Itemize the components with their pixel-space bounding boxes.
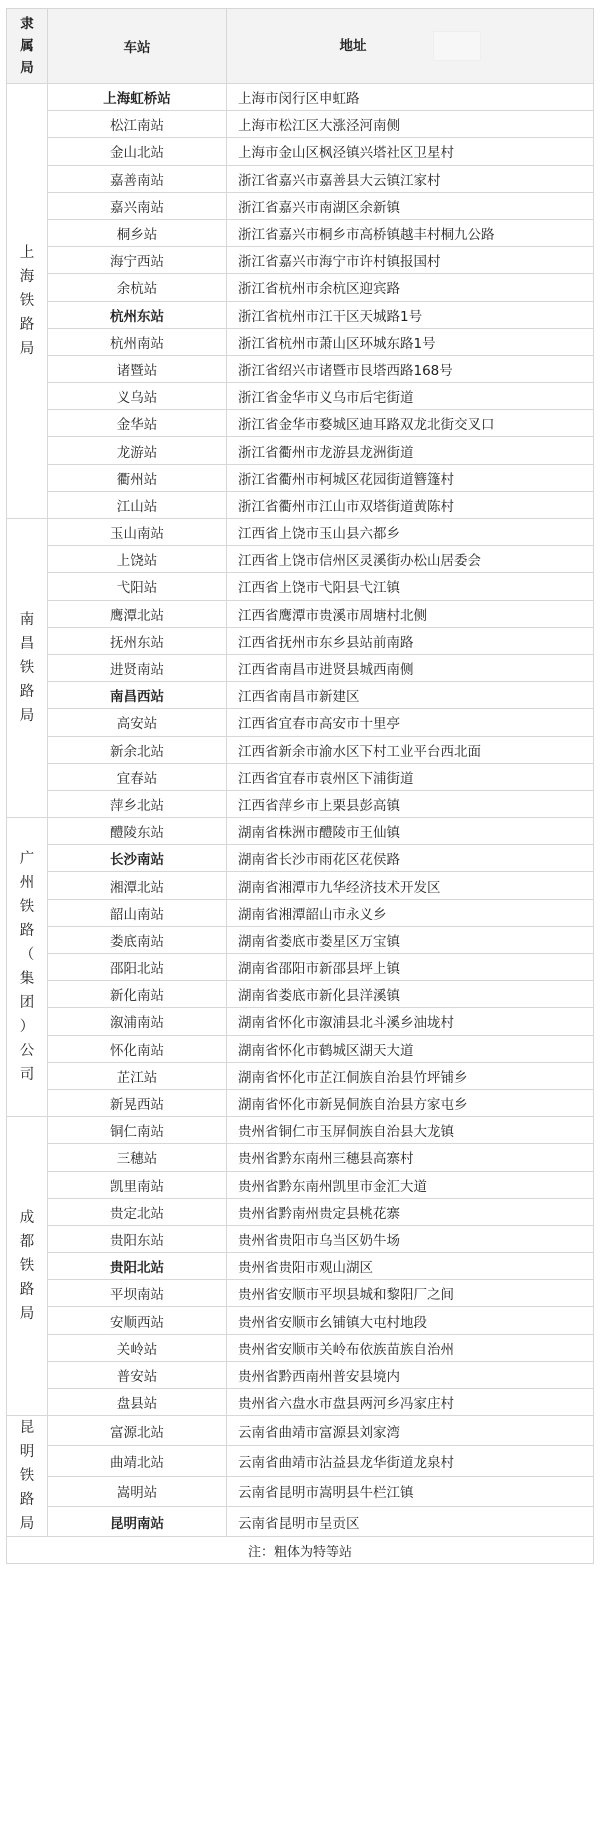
- vertical-char: 州: [19, 875, 35, 892]
- address-cell: 湖南省株洲市醴陵市王仙镇: [227, 818, 594, 845]
- station-cell: 杭州东站: [48, 301, 227, 328]
- address-cell: 浙江省衢州市江山市双塔街道黄陈村: [227, 491, 594, 518]
- station-cell: 醴陵东站: [48, 818, 227, 845]
- table-row: [7, 111, 594, 138]
- header-blank-box: [433, 31, 481, 61]
- station-cell: 上海虹桥站: [48, 84, 227, 111]
- bureau-cell: [7, 519, 48, 818]
- address-cell: 贵州省安顺市平坝县城和黎阳厂之间: [227, 1280, 594, 1307]
- vertical-char: 属: [20, 38, 34, 54]
- table-row: [7, 1062, 594, 1089]
- table-row: [7, 274, 594, 301]
- table-row: [7, 954, 594, 981]
- table-row: [7, 981, 594, 1008]
- station-cell: 盘县站: [48, 1389, 227, 1416]
- address-cell: 江西省萍乡市上栗县彭高镇: [227, 790, 594, 817]
- table-row: [7, 926, 594, 953]
- bureau-cell: [7, 84, 48, 519]
- station-cell: 诸暨站: [48, 355, 227, 382]
- station-cell: 上饶站: [48, 546, 227, 573]
- station-cell: 湘潭北站: [48, 872, 227, 899]
- address-cell: 湖南省怀化市芷江侗族自治县竹坪铺乡: [227, 1062, 594, 1089]
- station-cell: 韶山南站: [48, 899, 227, 926]
- table-row: [7, 546, 594, 573]
- address-cell: 贵州省安顺市关岭布依族苗族自治州: [227, 1334, 594, 1361]
- station-cell: 抚州东站: [48, 627, 227, 654]
- header-bureau: [7, 9, 48, 84]
- table-row: [7, 138, 594, 165]
- station-cell: 江山站: [48, 491, 227, 518]
- address-cell: 江西省上饶市弋阳县弋江镇: [227, 573, 594, 600]
- station-cell: 义乌站: [48, 383, 227, 410]
- station-cell: 余杭站: [48, 274, 227, 301]
- station-cell: 新化南站: [48, 981, 227, 1008]
- address-cell: 浙江省嘉兴市嘉善县大云镇江家村: [227, 165, 594, 192]
- station-cell: 嘉兴南站: [48, 192, 227, 219]
- station-cell: 进贤南站: [48, 654, 227, 681]
- table-row: [7, 355, 594, 382]
- table-row: [7, 519, 594, 546]
- table-row: [7, 219, 594, 246]
- station-cell: 凯里南站: [48, 1171, 227, 1198]
- address-cell: 湖南省长沙市雨花区花侯路: [227, 845, 594, 872]
- address-cell: 贵州省贵阳市观山湖区: [227, 1253, 594, 1280]
- table-row: [7, 872, 594, 899]
- header-row: [7, 9, 594, 84]
- address-cell: 湖南省娄底市娄星区万宝镇: [227, 926, 594, 953]
- station-cell: 龙游站: [48, 437, 227, 464]
- station-cell: 三穗站: [48, 1144, 227, 1171]
- station-cell: 安顺西站: [48, 1307, 227, 1334]
- address-cell: 云南省昆明市呈贡区: [227, 1506, 594, 1536]
- vertical-char: 局: [19, 708, 35, 725]
- bureau-cell: [7, 818, 48, 1117]
- address-cell: 江西省南昌市新建区: [227, 682, 594, 709]
- address-cell: 湖南省湘潭市九华经济技术开发区: [227, 872, 594, 899]
- table-row: [7, 1446, 594, 1476]
- table-row: [7, 627, 594, 654]
- address-cell: 贵州省贵阳市乌当区奶牛场: [227, 1225, 594, 1252]
- address-cell: 浙江省杭州市萧山区环城东路1号: [227, 328, 594, 355]
- table-row: [7, 1008, 594, 1035]
- header-bureau-text: [7, 13, 47, 79]
- address-cell: 云南省曲靖市沾益县龙华街道龙泉村: [227, 1446, 594, 1476]
- station-cell: 弋阳站: [48, 573, 227, 600]
- table-row: [7, 1089, 594, 1116]
- vertical-char: （: [19, 947, 35, 964]
- station-cell: 平坝南站: [48, 1280, 227, 1307]
- address-cell: 江西省南昌市进贤县城西南侧: [227, 654, 594, 681]
- vertical-char: 南: [19, 612, 35, 629]
- vertical-char: 隶: [20, 16, 34, 32]
- address-cell: 贵州省六盘水市盘县两河乡冯家庄村: [227, 1389, 594, 1416]
- vertical-char: 团: [19, 995, 35, 1012]
- table-row: [7, 1361, 594, 1388]
- bureau-name: [7, 1206, 47, 1326]
- vertical-char: ）: [19, 1019, 35, 1036]
- station-cell: 长沙南站: [48, 845, 227, 872]
- address-cell: 湖南省邵阳市新邵县坪上镇: [227, 954, 594, 981]
- address-cell: 贵州省黔东南州凯里市金汇大道: [227, 1171, 594, 1198]
- address-cell: 湖南省怀化市溆浦县北斗溪乡油垅村: [227, 1008, 594, 1035]
- table-row: [7, 1144, 594, 1171]
- table-row: [7, 192, 594, 219]
- vertical-char: 局: [20, 60, 34, 76]
- address-cell: 上海市松江区大涨泾河南侧: [227, 111, 594, 138]
- table-row: [7, 736, 594, 763]
- vertical-char: 成: [19, 1210, 35, 1227]
- table-row: [7, 899, 594, 926]
- table-header: [7, 9, 594, 84]
- vertical-char: 公: [19, 1043, 35, 1060]
- table-row: [7, 1307, 594, 1334]
- table-row: [7, 437, 594, 464]
- address-cell: 湖南省怀化市鹤城区湖天大道: [227, 1035, 594, 1062]
- vertical-char: 路: [19, 923, 35, 940]
- table-row: [7, 682, 594, 709]
- table-row: [7, 790, 594, 817]
- table-row: [7, 84, 594, 111]
- table-row: [7, 1171, 594, 1198]
- station-cell: 南昌西站: [48, 682, 227, 709]
- station-cell: 金华站: [48, 410, 227, 437]
- station-cell: 宜春站: [48, 763, 227, 790]
- address-cell: 江西省宜春市高安市十里亭: [227, 709, 594, 736]
- station-cell: 新余北站: [48, 736, 227, 763]
- station-cell: 鹰潭北站: [48, 600, 227, 627]
- bureau-name: [7, 847, 47, 1087]
- header-address-text: 地址: [339, 38, 367, 54]
- table-row: [7, 301, 594, 328]
- vertical-char: 昆: [19, 1420, 35, 1437]
- address-cell: 江西省新余市渝水区下村工业平台西北面: [227, 736, 594, 763]
- vertical-char: 昌: [19, 636, 35, 653]
- vertical-char: 铁: [19, 1258, 35, 1275]
- vertical-char: 路: [19, 684, 35, 701]
- address-cell: 浙江省绍兴市诸暨市艮塔西路168号: [227, 355, 594, 382]
- table-row: [7, 1389, 594, 1416]
- station-cell: 富源北站: [48, 1416, 227, 1446]
- address-cell: 上海市闵行区申虹路: [227, 84, 594, 111]
- station-cell: 昆明南站: [48, 1506, 227, 1536]
- station-cell: 贵阳北站: [48, 1253, 227, 1280]
- table-row: [7, 573, 594, 600]
- station-cell: 娄底南站: [48, 926, 227, 953]
- table-row: [7, 383, 594, 410]
- address-cell: 云南省昆明市嵩明县牛栏江镇: [227, 1476, 594, 1506]
- station-cell: 贵阳东站: [48, 1225, 227, 1252]
- station-cell: 曲靖北站: [48, 1446, 227, 1476]
- station-cell: 贵定北站: [48, 1198, 227, 1225]
- bureau-cell: [7, 1117, 48, 1416]
- vertical-char: 铁: [19, 1468, 35, 1485]
- station-cell: 衢州站: [48, 464, 227, 491]
- address-cell: 江西省上饶市信州区灵溪街办松山居委会: [227, 546, 594, 573]
- header-address: [227, 9, 594, 84]
- table-row: [7, 491, 594, 518]
- table-row: [7, 247, 594, 274]
- station-cell: 芷江站: [48, 1062, 227, 1089]
- vertical-char: 局: [19, 1306, 35, 1323]
- address-cell: 浙江省杭州市余杭区迎宾路: [227, 274, 594, 301]
- station-cell: 金山北站: [48, 138, 227, 165]
- header-station: 车站: [48, 9, 227, 84]
- address-cell: 贵州省安顺市幺铺镇大屯村地段: [227, 1307, 594, 1334]
- station-cell: 玉山南站: [48, 519, 227, 546]
- table-row: [7, 165, 594, 192]
- vertical-char: 路: [19, 317, 35, 333]
- address-cell: 贵州省黔东南州三穗县高寨村: [227, 1144, 594, 1171]
- vertical-char: 明: [19, 1444, 35, 1461]
- address-cell: 贵州省黔西南州普安县境内: [227, 1361, 594, 1388]
- table-row: [7, 1035, 594, 1062]
- station-cell: 关岭站: [48, 1334, 227, 1361]
- address-cell: 贵州省黔南州贵定县桃花寨: [227, 1198, 594, 1225]
- address-cell: 浙江省金华市婺城区迪耳路双龙北街交叉口: [227, 410, 594, 437]
- station-cell: 杭州南站: [48, 328, 227, 355]
- table-row: [7, 1476, 594, 1506]
- vertical-char: 司: [19, 1067, 35, 1084]
- address-cell: 浙江省嘉兴市南湖区余新镇: [227, 192, 594, 219]
- table-row: [7, 1117, 594, 1144]
- table-row: [7, 328, 594, 355]
- table-row: [7, 1225, 594, 1252]
- address-cell: 浙江省嘉兴市桐乡市高桥镇越丰村桐九公路: [227, 219, 594, 246]
- table-row: [7, 410, 594, 437]
- vertical-char: 局: [19, 341, 35, 357]
- table-row: [7, 654, 594, 681]
- bureau-cell: [7, 1416, 48, 1537]
- address-cell: 贵州省铜仁市玉屏侗族自治县大龙镇: [227, 1117, 594, 1144]
- bureau-name: [7, 241, 47, 361]
- address-cell: 湖南省怀化市新晃侗族自治县方家屯乡: [227, 1089, 594, 1116]
- note-row: [7, 1537, 594, 1564]
- table-row: [7, 845, 594, 872]
- station-cell: 萍乡北站: [48, 790, 227, 817]
- station-cell: 高安站: [48, 709, 227, 736]
- address-cell: 湖南省娄底市新化县洋溪镇: [227, 981, 594, 1008]
- vertical-char: 海: [19, 269, 35, 285]
- address-cell: 浙江省嘉兴市海宁市许村镇报国村: [227, 247, 594, 274]
- station-cell: 嵩明站: [48, 1476, 227, 1506]
- table-row: [7, 709, 594, 736]
- station-cell: 新晃西站: [48, 1089, 227, 1116]
- address-cell: 浙江省杭州市江干区天城路1号: [227, 301, 594, 328]
- station-cell: 邵阳北站: [48, 954, 227, 981]
- address-cell: 上海市金山区枫泾镇兴塔社区卫星村: [227, 138, 594, 165]
- table-row: [7, 1334, 594, 1361]
- address-cell: 湖南省湘潭韶山市永义乡: [227, 899, 594, 926]
- footnote: 注：粗体为特等站: [7, 1537, 594, 1564]
- station-cell: 普安站: [48, 1361, 227, 1388]
- table-row: [7, 818, 594, 845]
- vertical-char: 铁: [19, 899, 35, 916]
- station-cell: 桐乡站: [48, 219, 227, 246]
- table-row: [7, 1280, 594, 1307]
- vertical-char: 路: [19, 1492, 35, 1509]
- table-row: [7, 464, 594, 491]
- vertical-char: 局: [19, 1516, 35, 1533]
- station-cell: 溆浦南站: [48, 1008, 227, 1035]
- table-row: [7, 600, 594, 627]
- address-cell: 浙江省衢州市柯城区花园街道簪篷村: [227, 464, 594, 491]
- bureau-name: [7, 1416, 47, 1536]
- table-row: [7, 1253, 594, 1280]
- vertical-char: 都: [19, 1234, 35, 1251]
- table-row: [7, 763, 594, 790]
- vertical-char: 广: [19, 851, 35, 868]
- station-cell: 怀化南站: [48, 1035, 227, 1062]
- table-row: [7, 1506, 594, 1536]
- table-row: [7, 1198, 594, 1225]
- vertical-char: 上: [19, 245, 35, 261]
- address-cell: 浙江省衢州市龙游县龙洲街道: [227, 437, 594, 464]
- address-cell: 云南省曲靖市富源县刘家湾: [227, 1416, 594, 1446]
- table-body: [7, 84, 594, 1564]
- vertical-char: 铁: [19, 293, 35, 309]
- station-cell: 松江南站: [48, 111, 227, 138]
- vertical-char: 集: [19, 971, 35, 988]
- vertical-char: 路: [19, 1282, 35, 1299]
- address-cell: 江西省抚州市东乡县站前南路: [227, 627, 594, 654]
- station-cell: 嘉善南站: [48, 165, 227, 192]
- station-cell: 铜仁南站: [48, 1117, 227, 1144]
- address-cell: 江西省宜春市袁州区下浦街道: [227, 763, 594, 790]
- station-table: [6, 8, 594, 1564]
- address-cell: 江西省鹰潭市贵溪市周塘村北侧: [227, 600, 594, 627]
- table-row: [7, 1416, 594, 1446]
- vertical-char: 铁: [19, 660, 35, 677]
- bureau-name: [7, 608, 47, 728]
- address-cell: 江西省上饶市玉山县六都乡: [227, 519, 594, 546]
- address-cell: 浙江省金华市义乌市后宅街道: [227, 383, 594, 410]
- station-cell: 海宁西站: [48, 247, 227, 274]
